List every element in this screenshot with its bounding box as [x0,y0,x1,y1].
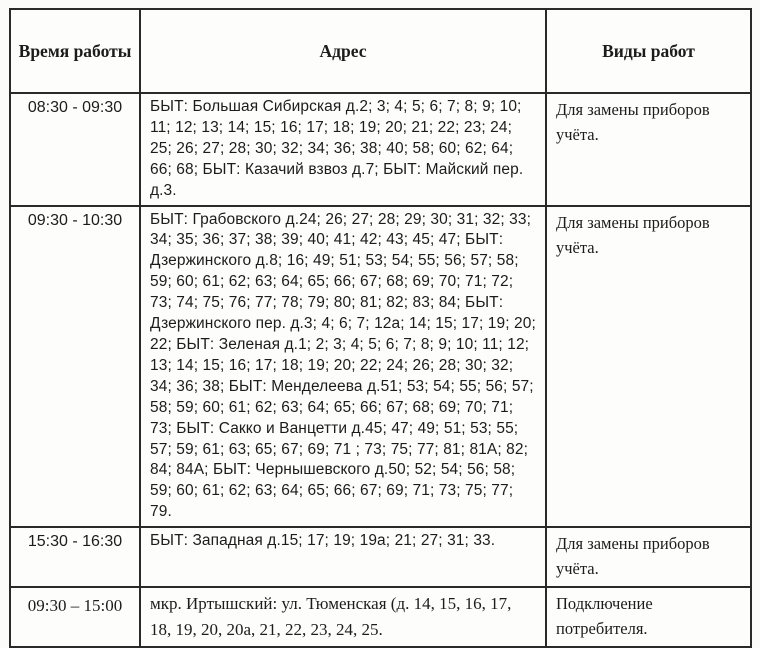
header-row [10,9,751,93]
work-type-cell: Для замены приборов учёта. [546,527,751,587]
work-type-cell: Подключение потребителя. [546,587,751,647]
column-header-time: Время работы [10,9,140,93]
schedule-row-1 [10,93,751,206]
time-cell: 08:30 - 09:30 [10,93,140,206]
schedule-row-3 [10,527,751,587]
work-type-cell: Для замены приборов учёта. [546,93,751,206]
schedule-row-4 [10,587,751,647]
address-cell: БЫТ: Грабовского д.24; 26; 27; 28; 29; 30; 31; 32; 33; 34; 35; 36; 37; 38; 39; 40; 41; 42; 43; 45; 47; БЫТ: Дзержинского д.8; 16; 49; 51; 53; 54; 55; 56; 57; 58; 59; 60; 61; 62; 63; 64; 65; 66; 67; 68; 69; 70; 71; 72; 73; 74; 75; 76; 77; 78; 79; 80; 81; 82; 83; 84; БЫТ: Дзержинского пер. д.3; 4; 6; 7; 12а; 14; 15; 17; 19; 20; 22; БЫТ: Зеленая д.1; 2; 3; 4; 5; 6; 7; 8; 9; 10; 11; 12; 13; 14; 15; 16; 17; 18; 19; 20; 22; 24; 26; 28; 30; 32; 34; 36; 38; БЫТ: Менделеева д.51; 53; 54; 55; 56; 57; 58; 59; 60; 61; 62; 63; 64; 65; 66; 67; 68; 69; 70; 71; 73; БЫТ: Сакко и Ванцетти д.45; 47; 49; 51; 53; 55; 57; 59; 61; 63; 65; 67; 69; 71 ; 73; 75; 77; 81; 81А; 82; 84; 84А; БЫТ: Чернышевского д.50; 52; 54; 56; 58; 59; 60; 61; 62; 63; 64; 65; 66; 67; 69; 71; 73; 75; 77; 79. [140,206,546,528]
address-cell: БЫТ: Западная д.15; 17; 19; 19а; 21; 27; 31; 33. [140,527,546,587]
time-cell: 09:30 - 10:30 [10,206,140,528]
schedule-row-2 [10,206,751,528]
work-type-cell: Для замены приборов учёта. [546,206,751,528]
column-header-address: Адрес [140,9,546,93]
address-cell: мкр. Иртышский: ул. Тюменская (д. 14, 15, 16, 17, 18, 19, 20, 20а, 21, 22, 23, 24, 25. [140,587,546,647]
time-cell: 15:30 - 16:30 [10,527,140,587]
address-cell: БЫТ: Большая Сибирская д.2; 3; 4; 5; 6; 7; 8; 9; 10; 11; 12; 13; 14; 15; 16; 17; 18; 19; 20; 21; 22; 23; 24; 25; 26; 27; 28; 30; 32; 34; 36; 38; 40; 58; 60; 62; 64; 66; 68; БЫТ: Казачий взвоз д.7; БЫТ: Майский пер. д.3. [140,93,546,206]
time-cell: 09:30 – 15:00 [10,587,140,647]
column-header-work-types: Виды работ [546,9,751,93]
work-schedule-table [9,8,752,648]
